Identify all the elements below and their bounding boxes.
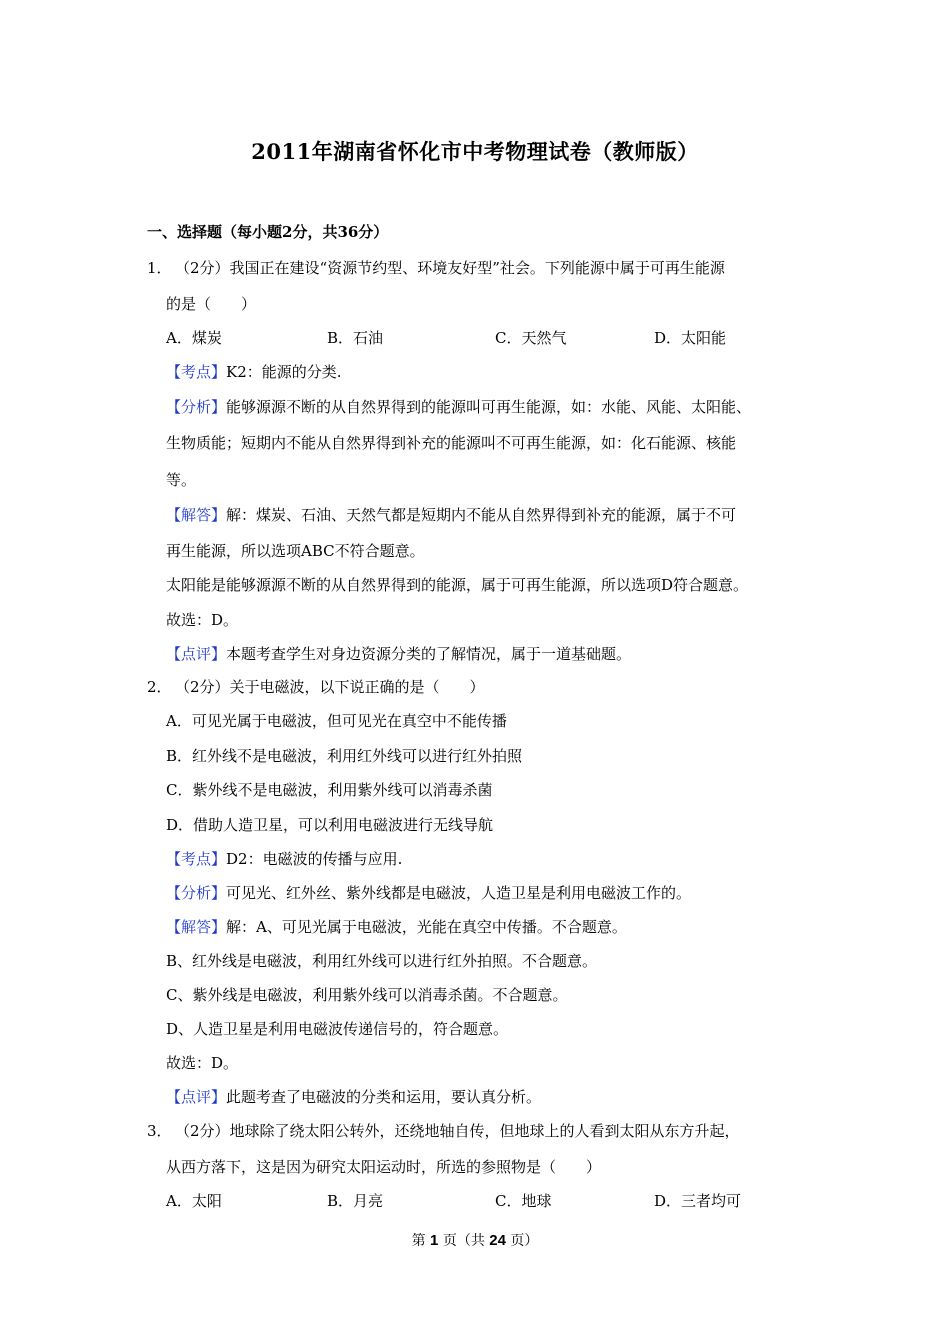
jieda-text: 解：A、可见光属于电磁波，光能在真空中传播。不合题意。 <box>226 918 627 936</box>
dianping-text: 此题考查了电磁波的分类和运用，要认真分析。 <box>226 1088 542 1106</box>
jieda-tag: 【解答】 <box>166 506 227 524</box>
jieda-text: 故选：D。 <box>166 1054 239 1072</box>
footer-suffix: 页） <box>505 1233 539 1249</box>
fenxi-line <box>166 883 691 903</box>
fenxi-text: 等。 <box>166 471 197 489</box>
question-number: 3． <box>147 1122 172 1140</box>
dianping-line <box>166 1087 541 1107</box>
kaodian-line <box>166 362 342 382</box>
fenxi-text: 可见光、红外丝、紫外线都是电磁波，人造卫星是利用电磁波工作的。 <box>226 884 692 902</box>
kaodian-text: K2：能源的分类. <box>226 363 342 381</box>
options-row <box>166 328 806 348</box>
dianping-text: 本题考查学生对身边资源分类的了解情况，属于一道基础题。 <box>226 645 632 663</box>
jieda-text: B、红外线是电磁波，利用红外线可以进行红外拍照。不合题意。 <box>166 952 598 970</box>
kaodian-tag: 【考点】 <box>166 850 227 868</box>
option: C．天然气 <box>495 329 567 347</box>
dianping-tag: 【点评】 <box>166 1088 227 1106</box>
kaodian-line <box>166 849 402 869</box>
jieda-tag: 【解答】 <box>166 918 227 936</box>
option: C．地球 <box>495 1192 552 1210</box>
fenxi-text: 能够源源不断的从自然界得到的能源叫可再生能源，如：水能、风能、太阳能、 <box>226 398 752 416</box>
option: D．三者均可 <box>654 1192 742 1210</box>
option: D．太阳能 <box>654 329 727 347</box>
kaodian-text: D2：电磁波的传播与应用. <box>226 850 403 868</box>
jieda-line <box>166 917 627 937</box>
option: A．太阳 <box>166 1192 222 1210</box>
dianping-tag: 【点评】 <box>166 645 227 663</box>
jieda-line <box>166 505 736 525</box>
kaodian-tag: 【考点】 <box>166 363 227 381</box>
jieda-text: 太阳能是能够源源不断的从自然界得到的能源，属于可再生能源，所以选项D符合题意。 <box>166 576 749 594</box>
question-stem: 的是（ ） <box>166 295 257 313</box>
jieda-text: D、人造卫星是利用电磁波传递信号的，符合题意。 <box>166 1020 509 1038</box>
fenxi-line <box>166 397 751 417</box>
jieda-text: 再生能源，所以选项ABC不符合题意。 <box>166 542 425 560</box>
dianping-line <box>166 644 631 664</box>
footer-middle: 页（共 <box>438 1233 490 1249</box>
page-total: 24 <box>489 1232 506 1249</box>
jieda-text: 解：煤炭、石油、天然气都是短期内不能从自然界得到补充的能源，属于不可 <box>226 506 737 524</box>
question-stem: （2分）我国正在建设“资源节约型、环境友好型”社会。下列能源中属于可再生能源 <box>175 259 725 277</box>
fenxi-tag: 【分析】 <box>166 398 227 416</box>
question-stem: 从西方落下，这是因为研究太阳运动时，所选的参照物是（ ） <box>166 1158 602 1176</box>
page-number: 1 <box>430 1232 439 1249</box>
document-title: 2011年湖南省怀化市中考物理试卷（教师版） <box>251 139 699 164</box>
option: B．红外线不是电磁波，利用红外线可以进行红外拍照 <box>166 747 523 765</box>
option: A．可见光属于电磁波，但可见光在真空中不能传播 <box>166 712 507 730</box>
question-number: 1． <box>147 259 172 277</box>
option: D．借助人造卫星，可以利用电磁波进行无线导航 <box>166 816 494 834</box>
option: B．月亮 <box>327 1192 384 1210</box>
question-stem: （2分）关于电磁波，以下说正确的是（ ） <box>175 678 485 696</box>
question-number: 2． <box>147 678 172 696</box>
option: C．紫外线不是电磁波，利用紫外线可以消毒杀菌 <box>166 781 493 799</box>
page-footer <box>0 1230 950 1250</box>
fenxi-text: 生物质能；短期内不能从自然界得到补充的能源叫不可再生能源，如：化石能源、核能 <box>166 434 737 452</box>
section-heading: 一、选择题（每小题2分，共36分） <box>147 223 389 241</box>
option: B．石油 <box>327 329 384 347</box>
footer-prefix: 第 <box>411 1233 431 1249</box>
options-row <box>166 1191 806 1211</box>
question-stem: （2分）地球除了绕太阳公转外，还绕地轴自传，但地球上的人看到太阳从东方升起， <box>175 1122 740 1140</box>
jieda-text: 故选：D。 <box>166 611 239 629</box>
option: A．煤炭 <box>166 329 222 347</box>
jieda-text: C、紫外线是电磁波，利用紫外线可以消毒杀菌。不合题意。 <box>166 986 568 1004</box>
fenxi-tag: 【分析】 <box>166 884 227 902</box>
